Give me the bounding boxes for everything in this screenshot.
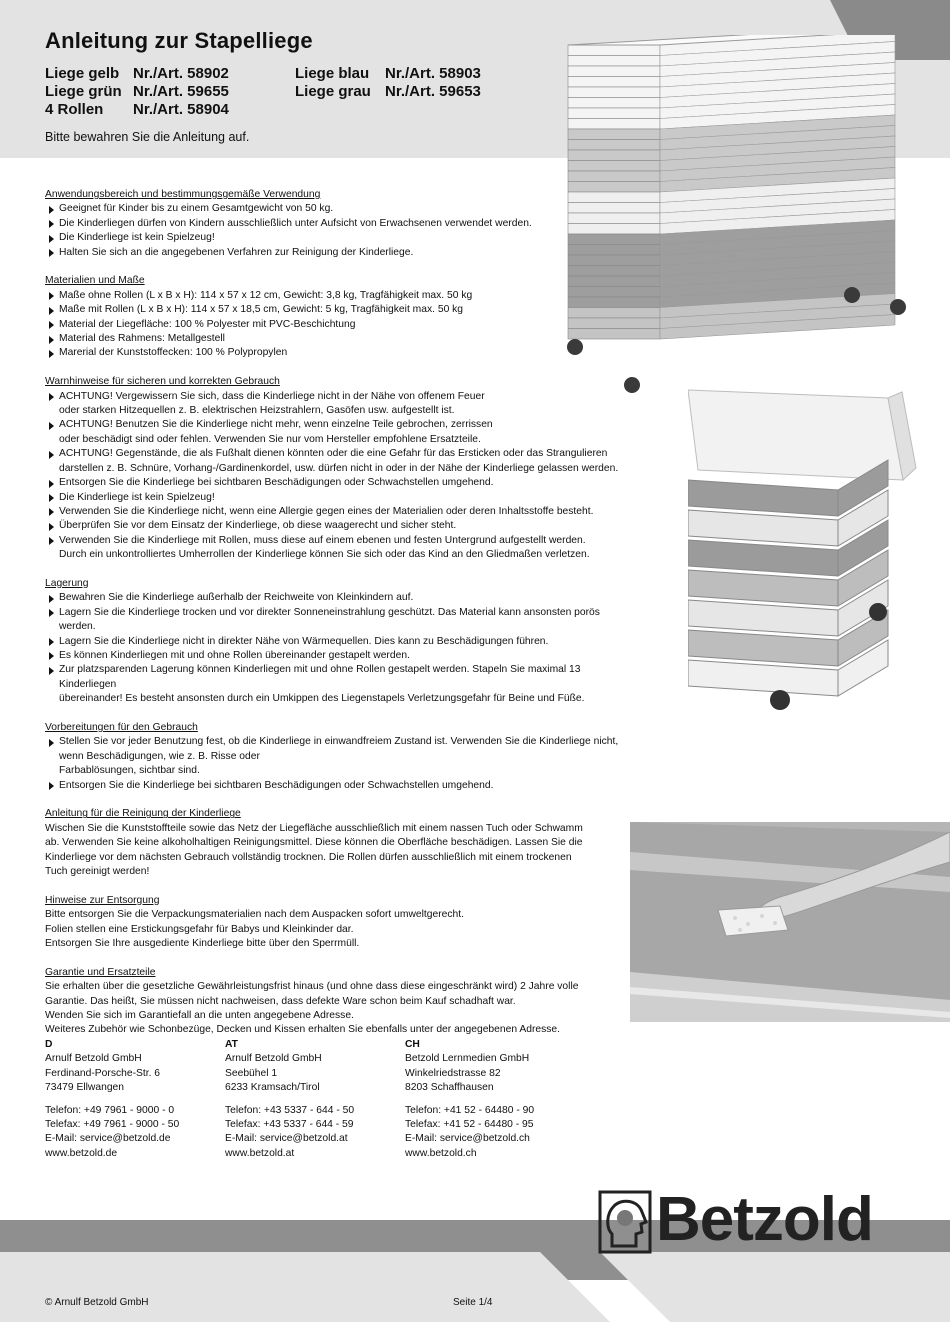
article-number: Nr./Art. 59655 (133, 83, 229, 100)
contact-website-link[interactable]: www.betzold.ch (405, 1147, 477, 1159)
contact-address-line: Seebühel 1 (225, 1067, 278, 1079)
paragraph-line: Wenden Sie sich im Garantiefall an die unten angegebene Adresse. (45, 1010, 354, 1022)
section-title: Garantie und Ersatzteile (45, 966, 156, 978)
paragraph-line: Kinderliege vor dem nächsten Gebrauch vollständig trocknen. Die Rollen dürfen ausschließlich mit einem trockenen (45, 851, 572, 863)
list-item (45, 231, 635, 245)
contact-spacer (45, 1096, 225, 1104)
cleaning-image (630, 822, 950, 1022)
bed-layer-front (568, 161, 660, 172)
list-item-line: Material der Liegefläche: 100 % Polyester mit PVC-Beschichtung (59, 318, 356, 330)
warnings-list (45, 390, 635, 563)
article-number: Nr./Art. 58904 (133, 101, 229, 118)
list-item-line: wenn Beschädigungen, wie z. B. Risse oder (59, 750, 260, 762)
list-item-line: ACHTUNG! Benutzen Sie die Kinderliege nicht mehr, wenn einzelne Teile gebrochen, zerrissen (59, 419, 493, 431)
list-item (45, 418, 635, 447)
storage-list (45, 591, 635, 706)
contact-country: AT (225, 1039, 238, 1050)
footer-copyright: © Arnulf Betzold GmbH (45, 1297, 149, 1308)
list-item-line: Es können Kinderliegen mit und ohne Rollen übereinander gestapelt werden. (59, 649, 410, 661)
list-item (45, 779, 635, 793)
list-item (45, 649, 635, 663)
contact-germany (45, 1038, 225, 1161)
contact-address-line: Ferdinand-Porsche-Str. 6 (45, 1067, 161, 1079)
list-item-line: oder beschädigt sind oder fehlen. Verwenden Sie nur vom Hersteller empfohlene Ersatzteile. (59, 433, 481, 445)
contact-switzerland (405, 1038, 585, 1161)
contact-website-link[interactable]: www.betzold.at (225, 1147, 295, 1159)
section-title: Anleitung für die Reinigung der Kinderliege (45, 808, 241, 820)
list-item-line: Bewahren Sie die Kinderliege außerhalb der Reichweite von Kleinkindern auf. (59, 592, 414, 604)
contact-spacer (225, 1096, 405, 1104)
section-disposal (45, 894, 635, 952)
list-item-line: Entsorgen Sie die Kinderliege bei sichtbaren Beschädigungen oder Schwachstellen umgehend. (59, 477, 494, 489)
article-number: Nr./Art. 58902 (133, 65, 229, 82)
bed-layer-front (568, 87, 660, 98)
paragraph-line: Bitte entsorgen Sie die Verpackungsmaterialien nach dem Auspacken sofort umweltgerecht. (45, 909, 464, 921)
contact-address-line: 8203 Schaffhausen (405, 1082, 494, 1094)
list-item-line: Verwenden Sie die Kinderliege nicht, wenn eine Allergie gegen eines der Materialien oder deren Inhaltsstoffe besteht. (59, 505, 594, 517)
list-item (45, 246, 635, 260)
contact-spacer (405, 1096, 585, 1104)
list-item (45, 202, 635, 216)
bed-layer-front (568, 108, 660, 119)
article-number: Nr./Art. 59653 (385, 83, 481, 100)
list-item (45, 303, 635, 317)
warranty-text (45, 980, 635, 1038)
list-item (45, 447, 635, 476)
contact-address-line: 6233 Kramsach/Tirol (225, 1082, 320, 1094)
list-item-line: Lagern Sie die Kinderliege nicht in direkter Nähe von Wärmequellen. Dies kann zu Beschädigungen führen. (59, 635, 549, 647)
instructions-body (45, 188, 635, 1052)
list-item-line: darstellen z. B. Schnüre, Vorhang-/Gardinenkordel, usw. dürfen nicht in oder in der Nähe der Kinderliege gelassen werden. (59, 462, 619, 474)
contact-website-link[interactable]: www.betzold.de (45, 1147, 118, 1159)
contact-fax: Telefax: +41 52 - 64480 - 95 (405, 1119, 534, 1131)
footer-page-number: Seite 1/4 (453, 1297, 493, 1308)
bed-layer-front (568, 140, 660, 151)
paragraph-line: ab. Verwenden Sie keine alkoholhaltigen Reinigungsmittel. Diese können die Oberfläche beschädigen. Lassen Sie die (45, 837, 583, 849)
article-name: Liege grau (295, 83, 371, 100)
caster-wheel (844, 287, 860, 303)
keep-instructions-note: Bitte bewahren Sie die Anleitung auf. (45, 130, 250, 144)
contact-country: D (45, 1039, 53, 1050)
section-storage (45, 577, 635, 707)
list-item-line: übereinander! Es besteht ansonsten durch ein Umkippen des Liegenstapels Verletzungsgefahr für Beine und Füße. (59, 693, 585, 705)
list-item-line: Geeignet für Kinder bis zu einem Gesamtgewicht von 50 kg. (59, 203, 334, 215)
list-item-line: Halten Sie sich an die angegebenen Verfahren zur Reinigung der Kinderliege. (59, 246, 414, 258)
paragraph-line: Sie erhalten über die gesetzliche Gewährleistungsfrist hinaus (und ohne dass diese eingeschränkt wird) 2 Jahre volle (45, 981, 579, 993)
paragraph-line: Entsorgen Sie Ihre ausgediente Kinderliege bitte über den Sperrmüll. (45, 938, 360, 950)
materials-list (45, 289, 635, 361)
paragraph-line: Garantie. Das heißt, Sie müssen nicht nachweisen, dass defekte Ware schon beim Kauf schadhaft war. (45, 995, 516, 1007)
betzold-logo (598, 1185, 910, 1254)
paragraph-line: Wischen Sie die Kunststoffteile sowie das Netz der Liegefläche ausschließlich mit einem nassen Tuch oder Schwamm (45, 822, 583, 834)
contact-phone: Telefon: +43 5337 - 644 - 50 (225, 1104, 355, 1116)
list-item (45, 505, 635, 519)
contact-address-line: Arnulf Betzold GmbH (45, 1053, 142, 1065)
preparation-list (45, 735, 635, 793)
list-item-line: Material des Rahmens: Metallgestell (59, 333, 225, 345)
bed-layer-front (568, 98, 660, 109)
paragraph-line: Folien stellen eine Erstickungsgefahr für Babys und Kleinkinder dar. (45, 923, 354, 935)
list-item-line: Lagern Sie die Kinderliege trocken und vor direkter Sonneneinstrahlung geschützt. Das Material kann ansonsten porös werden. (59, 606, 600, 633)
article-name: Liege gelb (45, 65, 120, 82)
contact-email-link[interactable]: E-Mail: service@betzold.de (45, 1133, 171, 1145)
usage-list (45, 202, 635, 260)
section-warranty (45, 966, 635, 1038)
contact-austria (225, 1038, 405, 1161)
caster-wheel (890, 299, 906, 315)
list-item-line: Farbablösungen, sichtbar sind. (59, 765, 200, 777)
list-item (45, 519, 635, 533)
contact-address-line: Arnulf Betzold GmbH (225, 1053, 322, 1065)
list-item-line: Marerial der Kunststoffecken: 100 % Polypropylen (59, 347, 288, 359)
section-title: Materialien und Maße (45, 275, 145, 287)
article-name: Liege grün (45, 83, 122, 100)
list-item-line: ACHTUNG! Vergewissern Sie sich, dass die Kinderliege nicht in der Nähe von offenem Feuer (59, 390, 485, 402)
contact-email-link[interactable]: E-Mail: service@betzold.at (225, 1133, 348, 1145)
list-item (45, 735, 635, 778)
contact-fax: Telefax: +49 7961 - 9000 - 50 (45, 1119, 180, 1131)
list-item-line: Maße mit Rollen (L x B x H): 114 x 57 x 18,5 cm, Gewicht: 5 kg, Tragfähigkeit max. 50 kg (59, 304, 464, 316)
list-item (45, 606, 635, 635)
paragraph-line: Weiteres Zubehör wie Schonbezüge, Decken und Kissen erhalten Sie ebenfalls unter der angegebenen Adresse. (45, 1024, 560, 1036)
bed-layer-front (568, 45, 660, 56)
bed-layer-front (568, 129, 660, 140)
list-item-line: Entsorgen Sie die Kinderliege bei sichtbaren Beschädigungen oder Schwachstellen umgehend. (59, 779, 494, 791)
list-item-line: Stellen Sie vor jeder Benutzung fest, ob die Kinderliege in einwandfreiem Zustand ist. Verwenden Sie die Kinderliege nicht, (59, 736, 619, 748)
section-title: Hinweise zur Entsorgung (45, 894, 160, 906)
section-title: Lagerung (45, 577, 89, 589)
contact-email-link[interactable]: E-Mail: service@betzold.ch (405, 1133, 530, 1145)
article-name: 4 Rollen (45, 101, 104, 118)
bed-layer-front (568, 66, 660, 77)
bed-layer-front (568, 77, 660, 88)
bed-layer-front (568, 56, 660, 67)
section-warnings (45, 375, 635, 562)
contact-country: CH (405, 1039, 420, 1050)
list-item (45, 217, 635, 231)
list-item (45, 318, 635, 332)
list-item (45, 491, 635, 505)
contact-phone: Telefon: +41 52 - 64480 - 90 (405, 1104, 535, 1116)
bed-corner-detail-image (688, 370, 950, 715)
contact-phone: Telefon: +49 7961 - 9000 - 0 (45, 1104, 175, 1116)
section-title: Anwendungsbereich und bestimmungsgemäße Verwendung (45, 189, 321, 200)
contact-fax: Telefax: +43 5337 - 644 - 59 (225, 1119, 354, 1131)
bed-layer-front (568, 171, 660, 182)
list-item (45, 534, 635, 563)
section-materials (45, 274, 635, 360)
list-item-line: Durch ein unkontrolliertes Umherrollen der Kinderliege können Sie sich oder das Kind an den Gliedmaßen verletzen. (59, 549, 590, 561)
page-title: Anleitung zur Stapelliege (45, 28, 313, 53)
list-item-line: Die Kinderliege ist kein Spielzeug! (59, 232, 215, 244)
section-title: Vorbereitungen für den Gebrauch (45, 721, 198, 733)
list-item-line: ACHTUNG! Gegenstände, die als Fußhalt dienen könnten oder die eine Gefahr für das Ersticken oder das Strangulieren (59, 448, 608, 460)
list-item (45, 591, 635, 605)
list-item-line: Überprüfen Sie vor dem Einsatz der Kinderliege, ob diese waagerecht und sicher steht. (59, 520, 457, 532)
contact-address-line: 73479 Ellwangen (45, 1082, 125, 1094)
head-profile-icon (598, 1190, 652, 1254)
list-item (45, 663, 635, 706)
disposal-text (45, 908, 635, 951)
bed-layer-front (568, 119, 660, 130)
list-item-line: Die Kinderliege ist kein Spielzeug! (59, 491, 215, 503)
list-item (45, 476, 635, 490)
contact-address-line: Betzold Lernmedien GmbH (405, 1053, 530, 1065)
list-item (45, 635, 635, 649)
article-number: Nr./Art. 58903 (385, 65, 481, 82)
list-item (45, 390, 635, 419)
cleaning-text (45, 822, 635, 880)
list-item-line: Zur platzsparenden Lagerung können Kinderliegen mit und ohne Rollen gestapelt werden. Stapeln Sie maximal 13 Kinderliegen (59, 664, 581, 690)
section-title: Warnhinweise für sicheren und korrekten Gebrauch (45, 376, 280, 388)
section-cleaning (45, 807, 635, 879)
article-name: Liege blau (295, 65, 370, 82)
paragraph-line: Tuch gereinigt werden! (45, 866, 150, 878)
logo-wordmark: Betzold (656, 1185, 873, 1254)
list-item-line: oder starken Hitzequellen z. B. elektrischen Heizstrahlern, Gasöfen usw. aufgestellt ist. (59, 405, 455, 417)
list-item (45, 332, 635, 346)
list-item-line: Verwenden Sie die Kinderliege mit Rollen, muss diese auf einem ebenen und festen Untergrund aufgestellt werden. (59, 534, 586, 546)
list-item-line: Maße ohne Rollen (L x B x H): 114 x 57 x 12 cm, Gewicht: 3,8 kg, Tragfähigkeit max. 50 kg (59, 289, 473, 301)
contact-address-line: Winkelriedstrasse 82 (405, 1067, 501, 1079)
section-usage (45, 188, 635, 260)
bed-layer-front (568, 150, 660, 161)
list-item-line: Die Kinderliegen dürfen von Kindern ausschließlich unter Aufsicht von Erwachsenen verwendet werden. (59, 217, 532, 229)
list-item (45, 346, 635, 360)
list-item (45, 289, 635, 303)
section-preparation (45, 721, 635, 793)
